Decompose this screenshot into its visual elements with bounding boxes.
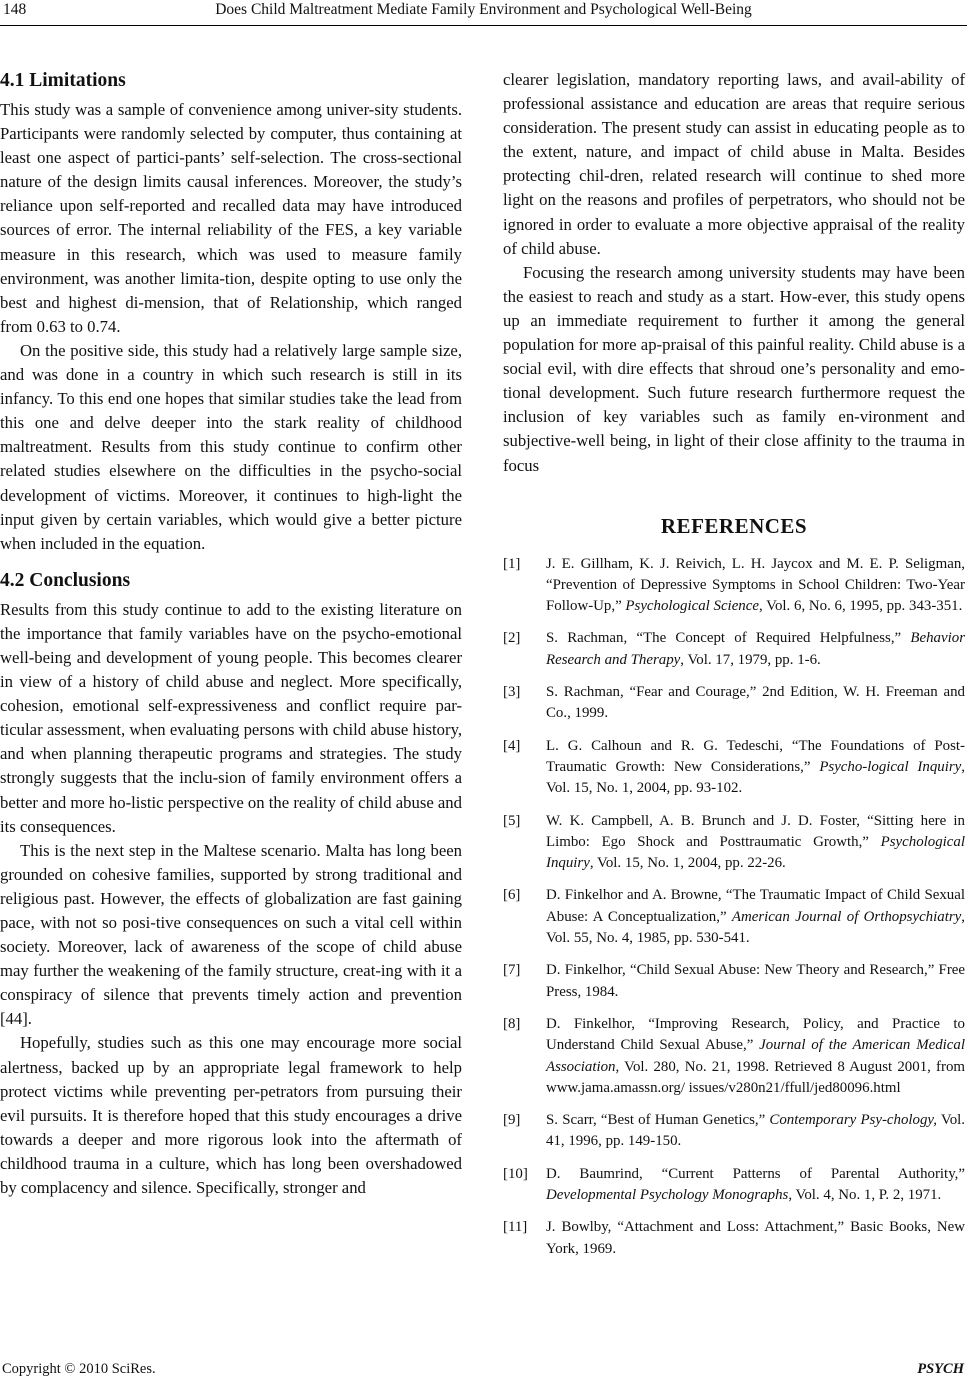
reference-text: [546, 682, 965, 725]
limitations-paragraph-2: On the positive side, this study had a relatively large sample size, and was done in a country in which such research is still in its infancy. To this end one hopes that similar studies take the lead from this one and delve deeper into the stark reality of childhood maltreatment. Results from this study continue to confirm other related studies elsewhere on the difficulties in the psycho-social development of victims. Moreover, it continues to high-light the input given by certain variables, which would give a better picture when included in the equation.: [0, 340, 462, 553]
reference-details: , Vol. 6, No. 6, 1995, pp. 343-351.: [758, 598, 963, 615]
reference-text: [546, 960, 965, 1003]
reference-number: [2]: [503, 630, 521, 647]
conclusions-paragraph-1: Results from this study continue to add to the existing literature on the importance that family variables have on the psycho-emotional well-being and development of young people. This becomes clearer in view of a history of child abuse and neglect. More specifically, cohesion, emotional self-expressiveness and conflict require par-ticular assessment, when evaluating persons with child abuse history, and when planning therapeutic programs and strategies. The study strongly suggests that the inclu-sion of family environment offers a better and more ho-listic perspective on the reality of child abuse and its consequences.: [0, 599, 462, 836]
reference-source-title: Psychological Science: [625, 598, 759, 615]
reference-citation: S. Rachman, “The Concept of Required Helpfulness,”: [546, 630, 911, 647]
reference-number: [8]: [503, 1015, 521, 1032]
reference-number: [11]: [503, 1219, 528, 1236]
reference-details: Vol. 41, 1996, pp. 149-150.: [546, 1112, 966, 1150]
reference-text: [546, 811, 965, 875]
reference-details: , Vol. 55, No. 4, 1985, pp. 530-541.: [546, 908, 965, 947]
reference-number: [5]: [503, 812, 521, 829]
reference-item: [503, 682, 965, 725]
reference-number: [1]: [503, 555, 521, 572]
reference-citation: J. E. Gillham, K. J. Reivich, L. H. Jaycox and M. E. P. Seligman, “Prevention of Depressive Symptoms in School Children: Two-Year Follow-Up,”: [546, 555, 965, 615]
running-head: [0, 0, 967, 26]
reference-details: , Vol. 17, 1979, pp. 1-6.: [680, 651, 821, 668]
reference-details: , Vol. 15, No. 1, 2004, pp. 93-102.: [546, 758, 966, 797]
reference-citation: J. Bowlby, “Attachment and Loss: Attachment,” Basic Books, New York, 1969.: [546, 1219, 965, 1257]
right-paragraph-1: clearer legislation, mandatory reporting laws, and avail-ability of professional assistance and education are areas that require serious consideration. The present study can assist in educating people as to the extent, nature, and impact of child abuse in Malta. Besides protecting chil-dren, related research will continue to shed more light on the reasons and profiles of perpetrators, who should not be ignored in order to evaluate a more objective appraisal of the reality of child abuse.: [503, 70, 965, 258]
reference-text: [546, 885, 965, 949]
conclusions-paragraph-3: Hopefully, studies such as this one may encourage more social alertness, backed up by an appropriate legal framework to help protect victims while preventing per-petrators from pursuing their evil pursuits. It is therefore hoped that this study encourages a drive towards a deeper and more rigorous look into the aftermath of childhood trauma in a culture, which has long been overshadowed by complacency and silence. Specifically, stronger and: [0, 1033, 462, 1198]
reference-citation: D. Baumrind, “Current Patterns of Parental Authority,”: [546, 1165, 965, 1182]
reference-text: [546, 1164, 965, 1207]
running-title: Does Child Maltreatment Mediate Family Environment and Psychological Well-Being: [215, 1, 752, 18]
reference-text: [546, 1110, 965, 1153]
reference-item: [503, 811, 965, 875]
reference-text: [546, 736, 965, 800]
reference-citation: W. K. Campbell, A. B. Brunch and J. D. Foster, “Sitting here in Limbo: Ego Shock and Posttraumatic Growth,”: [546, 812, 965, 850]
reference-citation: S. Scarr, “Best of Human Genetics,”: [546, 1112, 770, 1129]
reference-number: [3]: [503, 684, 521, 701]
reference-number: [9]: [503, 1112, 521, 1129]
page-footer: [0, 1361, 967, 1383]
header-rule: [0, 25, 967, 26]
references-heading: REFERENCES: [660, 513, 808, 538]
left-column: [0, 66, 462, 1200]
reference-item: [503, 1110, 965, 1153]
reference-source-title: Psychological Inquiry: [546, 833, 965, 872]
reference-details: , Vol. 280, No. 21, 1998. Retrieved 8 August 2001, from www.jama.amassn.org/ issues/v280n21/ffull/jed80096.html: [546, 1058, 965, 1096]
reference-text: [546, 1217, 965, 1260]
reference-number: [10]: [503, 1165, 528, 1182]
reference-source-title: Contemporary Psy-chology,: [769, 1112, 937, 1129]
reference-source-title: Developmental Psychology Monographs: [546, 1187, 789, 1204]
reference-source-title: Psycho-logical Inquiry: [819, 758, 962, 775]
reference-item: [503, 885, 965, 949]
limitations-paragraph-1: This study was a sample of convenience among univer-sity students. Participants were randomly selected by computer, thus containing at least one aspect of partici-pants’ self-selection. The cross-sectional nature of the design limits causal inferences. Moreover, the study’s reliance upon self-reported and recalled data may have introduced sources of error. The internal reliability of the FES, a key variable measure in this research, which was used to measure family environment, was another limita-tion, despite opting to use only the best and highest di-mension, that of Relationship, which ranged from 0.63 to 0.74.: [0, 100, 462, 336]
reference-citation: L. G. Calhoun and R. G. Tedeschi, “The Foundations of Post-Traumatic Growth: New Considerations,”: [546, 737, 965, 775]
reference-source-title: Behavior Research and Therapy: [546, 630, 965, 668]
conclusions-paragraph-2: This is the next step in the Maltese scenario. Malta has long been grounded on cohesive families, supported by strong traditional and religious past. However, the effects of globalization are fast gaining pace, with not so posi-tive consequences on such a vital cell within society. Moreover, lack of awareness of the scope of child abuse may further the weakening of the family structure, creat-ing with it a conspiracy of silence that prevents timely action and prevention [44].: [0, 840, 462, 1029]
reference-details: , Vol. 15, No. 1, 2004, pp. 22-26.: [589, 855, 786, 872]
reference-citation: S. Rachman, “Fear and Courage,” 2nd Edition, W. H. Freeman and Co., 1999.: [546, 684, 965, 722]
reference-item: [503, 1217, 965, 1260]
reference-item: [503, 554, 965, 618]
reference-item: [503, 736, 965, 800]
reference-number: [4]: [503, 737, 521, 754]
reference-item: [503, 628, 965, 671]
copyright-notice: Copyright © 2010 SciRes.: [2, 1361, 156, 1377]
reference-source-title: American Journal of Orthopsychiatry: [731, 908, 962, 925]
reference-citation: D. Finkelhor, “Improving Research, Policy, and Practice to Understand Child Sexual Abuse,”: [546, 1015, 965, 1054]
reference-list: [503, 554, 965, 1260]
reference-text: [546, 628, 965, 671]
right-column: [503, 68, 965, 1271]
reference-details: , Vol. 4, No. 1, P. 2, 1971.: [788, 1187, 942, 1204]
reference-text: [546, 1014, 965, 1099]
reference-citation: D. Finkelhor, “Child Sexual Abuse: New Theory and Research,” Free Press, 1984.: [546, 962, 965, 1000]
reference-number: [7]: [503, 962, 521, 979]
limitations-heading: 4.1 Limitations: [0, 70, 126, 91]
reference-item: [503, 1164, 965, 1207]
reference-source-title: Journal of the American Medical Association: [546, 1037, 965, 1075]
journal-abbreviation: PSYCH: [917, 1361, 964, 1377]
reference-item: [503, 1014, 965, 1099]
reference-citation: D. Finkelhor and A. Browne, “The Traumatic Impact of Child Sexual Abuse: A Conceptualization,”: [546, 887, 965, 925]
page-number: 148: [3, 1, 27, 18]
right-paragraph-2: Focusing the research among university students may have been the easiest to reach and study as a start. How-ever, this study opens up an immediate requirement to further it among the general population for more ap-praisal of this painful reality. Child abuse is a social evil, with dire effects that shroud one’s personality and emo-tional development. Such future research furthermore request the inclusion of key variables such as family en-vironment and subjective-well being, in light of their close affinity to the trauma in focus: [503, 262, 965, 475]
reference-number: [6]: [503, 887, 521, 904]
reference-text: [546, 554, 965, 618]
conclusions-heading: 4.2 Conclusions: [0, 569, 131, 591]
reference-item: [503, 960, 965, 1003]
